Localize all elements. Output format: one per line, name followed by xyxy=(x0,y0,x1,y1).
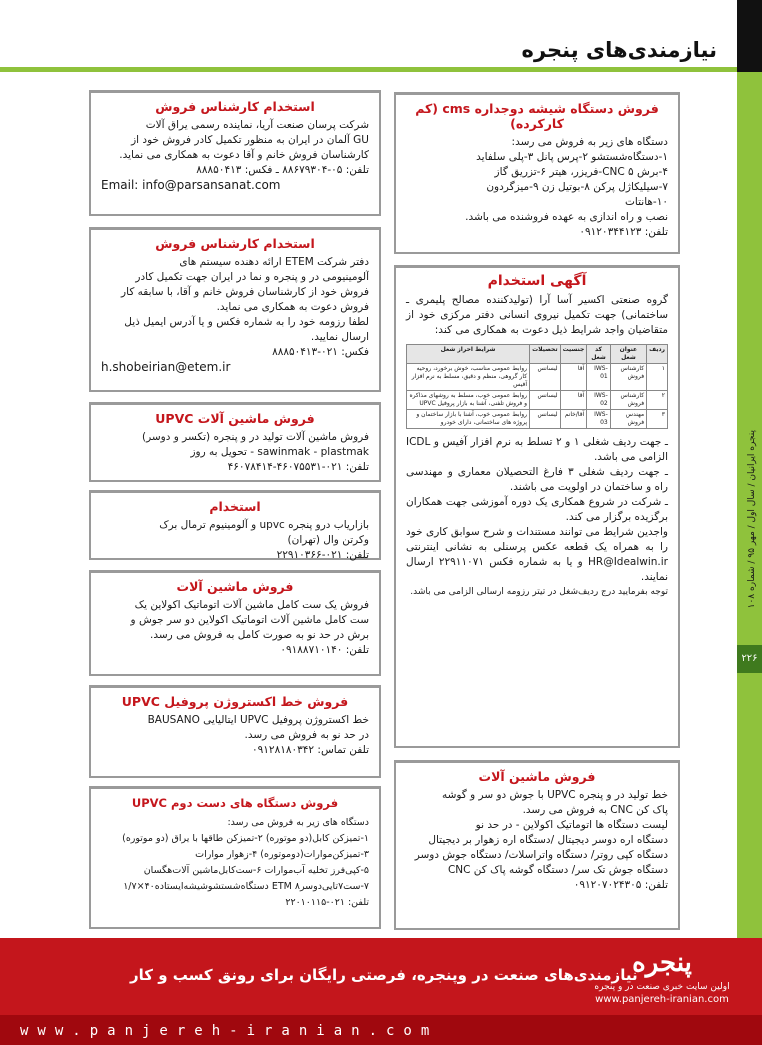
ad-fax: فکس: ۰۲۱-۸۸۸۵۰۴۱۳ xyxy=(272,346,369,358)
ad-line: آلومینیومی در و پنجره و نما در ایران جهت تکمیل کادر xyxy=(135,271,369,283)
ad-line: فروش دعوت به همکاری می نماید. xyxy=(216,301,369,313)
page-number: ۲۲۶ xyxy=(737,645,762,673)
ad-line: نصب و راه اندازی به عهده فروشنده می باشد. xyxy=(465,211,668,223)
table-cell: روابط عمومی خوب، مسلط به روشهای مذاکره و فروش تلفنی، آشنا به بازار پروفیل UPVC xyxy=(407,391,530,410)
ad-title: فروش ماشین آلات xyxy=(176,579,294,594)
table-cell: مهندس فروش xyxy=(610,410,646,429)
ad-line: دستگاه کپی روتر/ دستگاه واتراسلات/ دستگاه جوش دوسر xyxy=(414,849,668,861)
table-cell: IWS-02 xyxy=(587,391,610,410)
ad-window-machines xyxy=(394,760,680,930)
ad-line: فروش ماشین آلات تولید در و پنجره (تکسر و دوسر) xyxy=(141,431,369,443)
ad-line: دستگاه های زیر به فروش می رسد: xyxy=(511,136,668,148)
ad-line: لیست دستگاه ها اتوماتیک اکولاین - در حد نو xyxy=(475,819,668,831)
ad-line: GU آلمان در ایران به منظور تکمیل کادر فروش خود از xyxy=(131,134,369,146)
ad-title: فروش ماشین آلات UPVC xyxy=(155,411,315,426)
ad-line: خط اکستروژن پروفیل UPVC ایتالیایی BAUSANO xyxy=(147,714,369,726)
table-row xyxy=(407,410,668,429)
logo-word: پنجره xyxy=(632,948,692,978)
table-header: کد شغل xyxy=(587,345,610,364)
issue-info: پنجره ایرانیان / سال اول / مهر ۹۵ / شماره ۱۰۸ xyxy=(747,430,757,609)
logo-tagline: اولین سایت خبری صنعت در و پنجره xyxy=(594,982,730,992)
table-cell: آقا/خانم xyxy=(560,410,587,429)
jobs-table xyxy=(406,344,668,429)
ad-line: کارشناسان فروش خانم و آقا دعوت به همکاری می نماید. xyxy=(119,149,369,161)
ad-title: استخدام کارشناس فروش xyxy=(155,236,315,251)
ad-title: فروش ماشین آلات xyxy=(478,769,596,784)
side-strip-top xyxy=(737,0,762,72)
table-header: ردیف xyxy=(647,345,668,364)
table-cell: لیسانس xyxy=(530,410,561,429)
table-cell: روابط عمومی مناسب، خوش برخورد، روحیه کار گروهی، منظم و دقیق، مسلط به نرم افزار آفیس xyxy=(407,364,530,391)
table-cell: IWS-03 xyxy=(587,410,610,429)
ad-note: ـ جهت ردیف شغلی ۳ فارغ التحصیلان معماری و مهندسی راه و ساختمان در اولویت می باشند. xyxy=(406,466,668,493)
ad-phone: تلفن: ۰۲۱-۲۲۹۱۰۳۶۶ xyxy=(276,549,369,561)
ad-line: دستگاه های زیر به فروش می رسد: xyxy=(227,817,369,828)
ad-phone: تلفن: ۰۹۱۸۸۷۱۰۱۴۰ xyxy=(280,644,369,656)
ad-note: توجه بفرمایید درج ردیف‌شغل در تیتر رزومه ارسالی الزامی می باشد. xyxy=(410,587,668,597)
table-row xyxy=(407,391,668,410)
ad-line: ارسال نمایید. xyxy=(310,331,369,343)
footer-slogan: نیازمندی‌های صنعت در وپنجره، فرصتی رایگان برای رونق کسب و کار xyxy=(130,966,638,984)
logo-url[interactable]: www.panjereh-iranian.com xyxy=(595,994,729,1005)
table-cell: لیسانس xyxy=(530,364,561,391)
ad-phone: تلفن: ۰۵-۸۸۶۷۹۳۰۴ ـ فکس: ۸۸۸۵۰۴۱۳ xyxy=(196,164,369,176)
table-cell: روابط عمومی خوب، آشنا با بازار ساختمان و پروژه های ساختمانی، دارای خودرو xyxy=(407,410,530,429)
ad-line: در حد نو به فروش می رسد. xyxy=(244,729,369,741)
table-cell: آقا xyxy=(560,364,587,391)
ad-title: آگهی استخدام xyxy=(487,273,587,289)
footer-banner xyxy=(0,938,762,1045)
table-cell: IWS-01 xyxy=(587,364,610,391)
ad-line: دستگاه اره دوسر دیجیتال /دستگاه اره زهوار بر دیجیتال xyxy=(428,834,668,846)
ad-upvc-machines xyxy=(89,402,381,482)
ad-email[interactable]: Email: info@parsansanat.com xyxy=(101,178,281,192)
ad-hiring-small xyxy=(89,490,381,560)
ad-line: ۳-تمیزکن‌موارات(دوموتوره) ۴-زهوار موارات xyxy=(195,849,369,860)
ad-phone: تلفن: ۰۹۱۲۰۳۴۴۱۲۳ xyxy=(579,226,668,238)
ad-glass-machines xyxy=(394,92,680,254)
ad-line: خط تولید در و پنجره UPVC با جوش دو سر و گوشه xyxy=(441,789,668,801)
table-cell: ۲ xyxy=(647,391,668,410)
ad-note: ـ جهت ردیف شغلی ۱ و ۲ تسلط به نرم افزار آفیس و ICDL الزامی می باشد. xyxy=(406,436,668,463)
ad-line: ست کامل ماشین آلات اتوماتیک اکولاین دو سر جوش و xyxy=(130,614,369,626)
ad-line: دفتر شرکت ETEM ارائه دهنده سیستم های xyxy=(179,256,369,268)
ad-line: ۴-برش CNC ۵-فریزر، هیتر ۶-تزریق گاز xyxy=(494,166,668,178)
table-header: شرایط احراز شغل xyxy=(407,345,530,364)
table-row xyxy=(407,364,668,391)
table-cell: کارشناس فروش xyxy=(610,391,646,410)
page-header xyxy=(0,32,737,72)
ad-intro: گروه صنعتی اکسیر آسا آرا (تولیدکننده مصالح پلیمری ـ ساختمانی) جهت تکمیل نیروی انسانی دفتر مرکزی خود از متقاضیان واجد شرایط ذیل دعوت به همکاری می کند: xyxy=(406,294,668,336)
ad-phone: تلفن: ۰۹۱۲۰۷۰۲۴۳۰۵ xyxy=(573,879,668,891)
ad-line: پاک کن CNC به فروش می رسد. xyxy=(522,804,668,816)
ad-line: ۷-سیلیکاژل پرکن ۸-بوتیل زن ۹-میزگردون xyxy=(486,181,668,193)
ad-phone: تلفن: ۰۲۱-۲۲۰۱۰۱۱۵ xyxy=(285,897,369,908)
table-header: عنوان شغل xyxy=(610,345,646,364)
ad-line: برش در حد نو به صورت کامل به فروش می رسد. xyxy=(150,629,369,641)
ad-title: استخدام کارشناس فروش xyxy=(155,99,315,114)
ad-line: شرکت پرسان صنعت آریا، نماینده رسمی یراق آلات xyxy=(145,119,369,131)
ad-sales-expert-2 xyxy=(89,227,381,392)
ad-sales-expert-1 xyxy=(89,90,381,216)
ad-line: sawinmak - plastmak - تحویل به روز xyxy=(190,446,369,458)
table-cell: لیسانس xyxy=(530,391,561,410)
page-title: نیازمندی‌های پنجره xyxy=(521,38,717,62)
ad-hiring-notice xyxy=(394,265,680,748)
ad-used-upvc xyxy=(89,786,381,929)
side-strip xyxy=(737,0,762,938)
ad-line: بازاریاب درو پنجره upvc و آلومینیوم ترمال برک xyxy=(159,519,369,531)
ad-line: فروش خود از کارشناسان فروش خانم و آقا، با سابقه کار xyxy=(121,286,369,298)
table-cell: آقا xyxy=(560,391,587,410)
footer-url[interactable]: www.panjereh-iranian.com xyxy=(20,1023,439,1039)
ad-line: لطفا رزومه خود را به شماره فکس و یا آدرس ایمیل ذیل xyxy=(124,316,369,328)
ad-line: وکرتن وال (تهران) xyxy=(287,534,369,546)
ad-line: ۷-ست۷تایی‌دوسرETM ۸ دستگاه‌شستشوشیشه‌ایستاده۴۰×۱/۷ xyxy=(123,881,369,892)
ad-line: ۱-دستگاه‌شستشو ۲-پرس پانل ۳-پلی سلفاید xyxy=(476,151,668,163)
ad-note: واجدین شرایط می توانند مستندات و شرح سوابق کاری خود را به همراه یک قطعه عکس پرسنلی به نشانی اینترنتی HR@Idealwin.ir و یا به شماره فکس ۲۲۹۱۱۰۷۱ ارسال نمایند. xyxy=(406,526,668,583)
logo[interactable] xyxy=(582,948,742,1018)
ad-title: فروش خط اکستروژن پروفیل UPVC xyxy=(121,694,349,709)
ad-line: ۱۰-هانتات xyxy=(625,196,668,208)
table-cell: ۳ xyxy=(647,410,668,429)
ad-phone: تلفن تماس: ۰۹۱۲۸۱۸۰۳۴۲ xyxy=(252,744,369,756)
ad-title: فروش دستگاه های دست دوم UPVC xyxy=(131,796,339,810)
ad-title: فروش دستگاه شیشه دوجداره cms (کم کارکرده) xyxy=(415,101,659,131)
ad-email[interactable]: h.shobeirian@etem.ir xyxy=(101,360,231,374)
table-cell: کارشناس فروش xyxy=(610,364,646,391)
ad-extrusion-line xyxy=(89,685,381,778)
table-header: تحصیلات xyxy=(530,345,561,364)
ad-note: ـ شرکت در شروع همکاری یک دوره آموزشی جهت همکاران برگزیده برگزار می کند. xyxy=(406,496,668,523)
table-header: جنسیت xyxy=(560,345,587,364)
ad-line: دستگاه جوش تک سر/ دستگاه گوشه پاک کن CNC xyxy=(447,864,668,876)
ad-machines-left xyxy=(89,570,381,676)
ad-line: ۱-تمیزکن کابل(دو موتوره) ۲-تمیزکن طاقها با یراق (دو موتوره) xyxy=(122,833,369,844)
ad-phone: تلفن: ۰۲۱-۴۶۰۷۵۵۳۱-۴۶۰۷۸۴۱۴ xyxy=(227,461,369,473)
ad-line: ۵-کپی‌فرز تخلیه آب‌موارات ۶-ست‌کابل‌ماشین آلات‌هگسان xyxy=(143,865,369,876)
table-cell: ۱ xyxy=(647,364,668,391)
ad-title: استخدام xyxy=(209,499,261,514)
ad-line: فروش یک ست کامل ماشین آلات اتوماتیک اکولاین یک xyxy=(134,599,369,611)
